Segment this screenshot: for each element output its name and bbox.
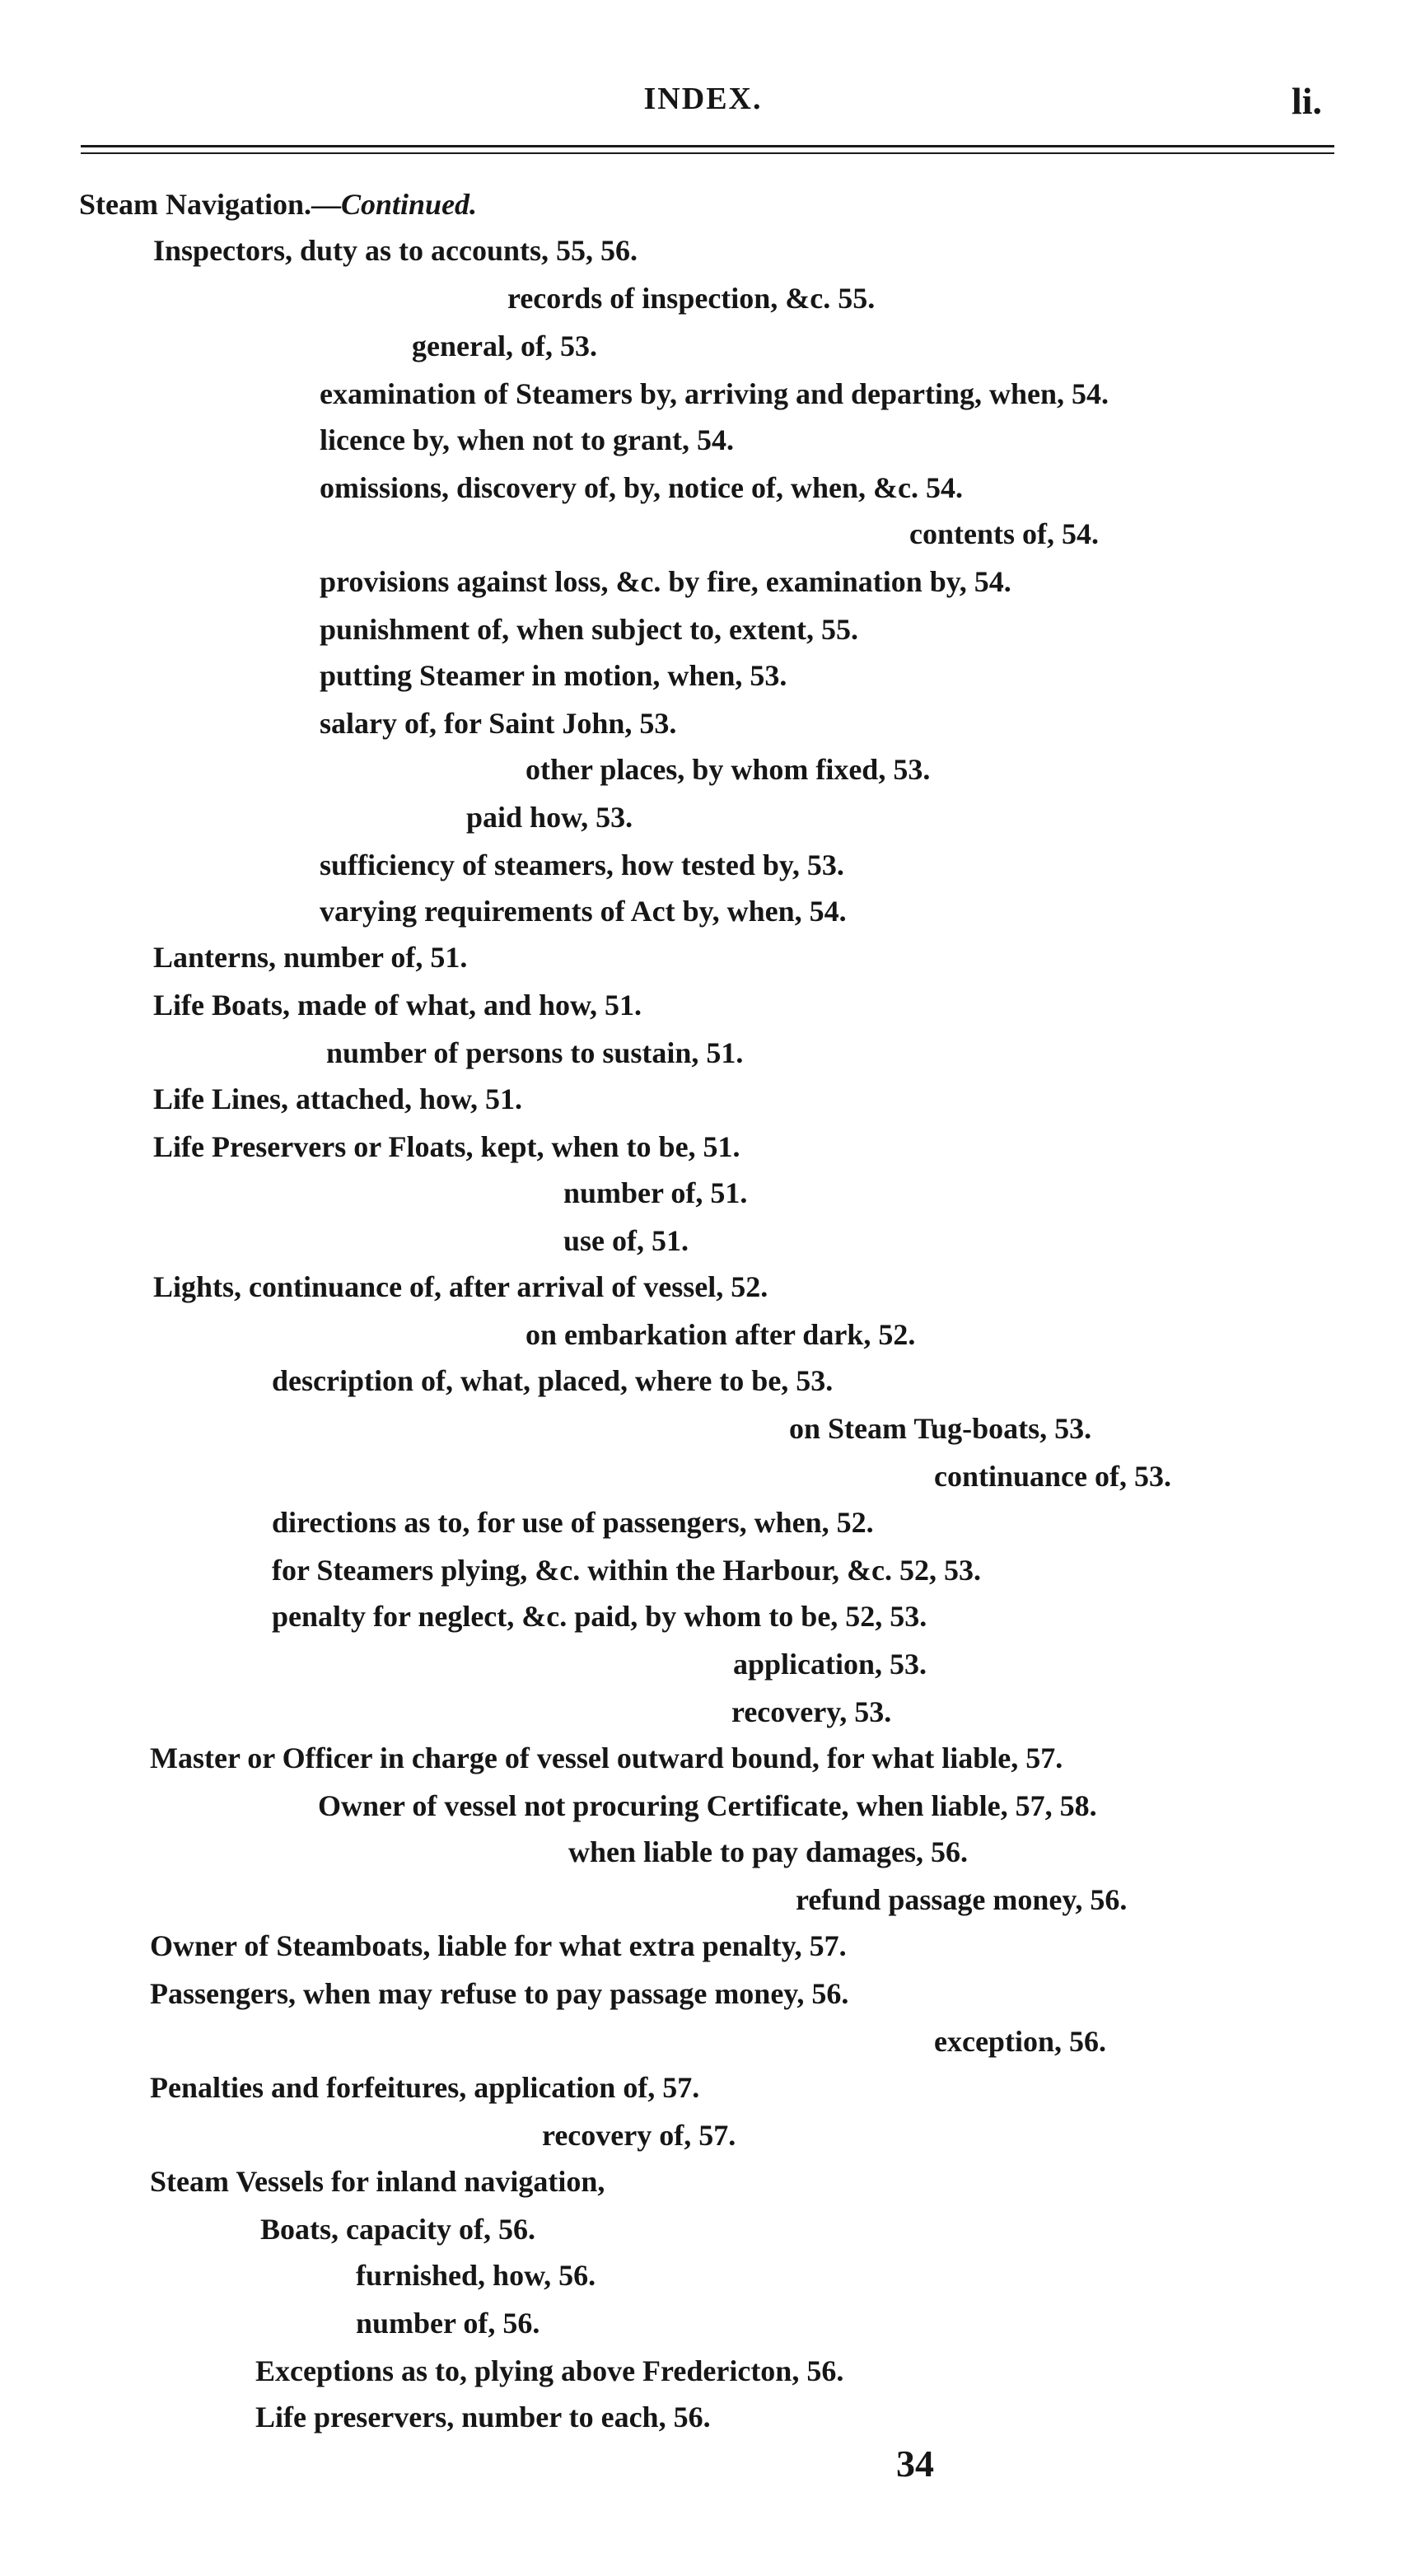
index-entry: refund passage money, 56. [796,1883,1128,1916]
index-entry: Owner of vessel not procuring Certificate, when liable, 57, 58. [318,1789,1097,1822]
page-folio: li. [1292,80,1323,122]
index-entry: Passengers, when may refuse to pay passage money, 56. [150,1977,849,2010]
index-entry: putting Steamer in motion, when, 53. [320,659,787,692]
index-entry: Life Preservers or Floats, kept, when to be, 51. [153,1130,740,1163]
index-entry: penalty for neglect, &c. paid, by whom to be, 52, 53. [272,1600,927,1633]
index-entry: continuance of, 53. [934,1460,1171,1493]
index-entry: omissions, discovery of, by, notice of, when, &c. 54. [320,471,963,504]
running-head: INDEX. [643,82,763,116]
index-entry: other places, by whom fixed, 53. [525,753,931,786]
index-entry: Master or Officer in charge of vessel outward bound, for what liable, 57. [150,1741,1063,1774]
index-entry: contents of, 54. [909,517,1099,550]
index-entry: when liable to pay damages, 56. [568,1835,969,1868]
heading-continued: Continued. [341,188,478,221]
index-entry: recovery, 53. [731,1695,892,1728]
index-entry: Penalties and forfeitures, application of, 57. [150,2071,700,2104]
heading-text: Steam Navigation.— [79,188,341,221]
index-heading [79,186,477,222]
index-entry: number of, 56. [356,2307,540,2340]
index-entry: number of persons to sustain, 51. [326,1036,744,1069]
index-entry: Exceptions as to, plying above Fredericton, 56. [255,2354,844,2387]
index-entry: Lights, continuance of, after arrival of vessel, 52. [153,1270,768,1303]
index-entry: paid how, 53. [466,801,633,834]
signature-mark: 34 [896,2443,934,2485]
index-entry: on embarkation after dark, 52. [525,1318,916,1351]
index-entry: provisions against loss, &c. by fire, examination by, 54. [320,565,1011,598]
index-entry: records of inspection, &c. 55. [507,282,876,315]
index-entry: punishment of, when subject to, extent, 55. [320,613,859,646]
index-entry: on Steam Tug-boats, 53. [789,1412,1092,1445]
index-entry: description of, what, placed, where to be, 53. [272,1364,834,1397]
index-entry: varying requirements of Act by, when, 54. [320,895,847,928]
index-entry: licence by, when not to grant, 54. [320,423,734,456]
index-entry: number of, 51. [563,1176,748,1209]
index-entry: directions as to, for use of passengers, when, 52. [272,1506,874,1539]
index-entry: application, 53. [733,1648,927,1681]
index-entry: Boats, capacity of, 56. [260,2213,535,2246]
index-entry: exception, 56. [934,2025,1106,2058]
header-rule-bottom [81,152,1334,154]
index-entry: Life Boats, made of what, and how, 51. [153,989,642,1022]
index-entry: Owner of Steamboats, liable for what extra penalty, 57. [150,1929,847,1962]
index-entry: recovery of, 57. [542,2119,736,2152]
index-entry: sufficiency of steamers, how tested by, 53. [320,849,844,881]
index-entry: for Steamers plying, &c. within the Harbour, &c. 52, 53. [272,1554,981,1587]
header-rule-top [81,145,1334,147]
index-entry: Lanterns, number of, 51. [153,941,468,974]
index-entry: Steam Vessels for inland navigation, [150,2165,605,2198]
index-entry: examination of Steamers by, arriving and departing, when, 54. [320,377,1109,410]
index-entry: Inspectors, duty as to accounts, 55, 56. [153,234,638,267]
index-entry: furnished, how, 56. [356,2259,596,2292]
index-entry: Life preservers, number to each, 56. [255,2401,711,2433]
index-entry: use of, 51. [563,1224,689,1257]
index-entry: general, of, 53. [412,330,597,362]
index-entry: salary of, for Saint John, 53. [320,707,677,740]
index-entry: Life Lines, attached, how, 51. [153,1082,523,1115]
